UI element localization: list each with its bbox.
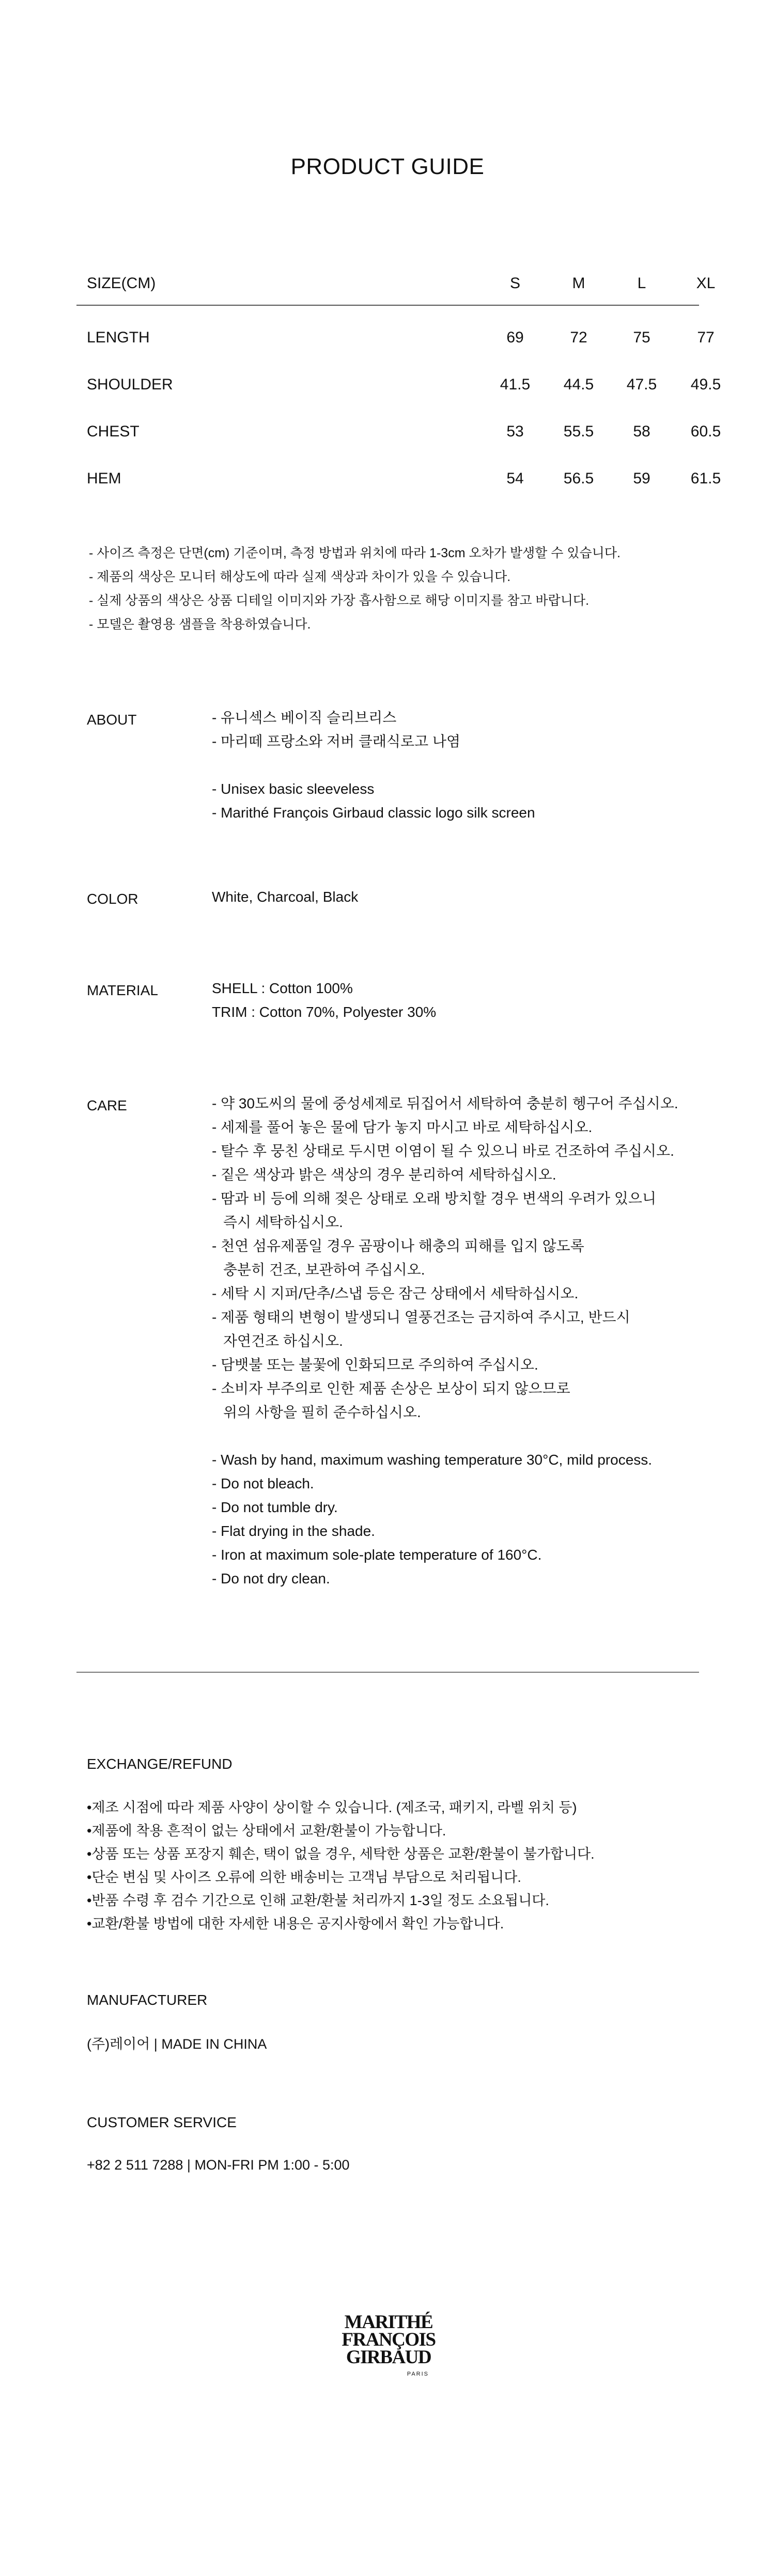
logo-line-1: MARITHÉ <box>344 2312 433 2333</box>
exchange-line: •단순 변심 및 사이즈 오류에 의한 배송비는 고객님 부담으로 처리됩니다. <box>87 1870 521 1885</box>
row-value: 44.5 <box>563 376 594 393</box>
logo-line-2: FRANÇOIS <box>342 2329 436 2350</box>
row-value: 75 <box>633 329 650 346</box>
logo-line-3: GIRBAUD <box>346 2347 431 2368</box>
care-line: 위의 사항을 필히 준수하십시오. <box>223 1404 421 1420</box>
customer-service-label: CUSTOMER SERVICE <box>87 2114 237 2130</box>
care-label: CARE <box>87 1097 127 1113</box>
care-line: - 제품 형태의 변형이 발생되니 열풍건조는 금지하여 주시고, 반드시 <box>212 1309 630 1325</box>
manufacturer-label: MANUFACTURER <box>87 1992 208 2008</box>
care-line: 충분히 건조, 보관하여 주십시오. <box>223 1262 425 1278</box>
row-value: 69 <box>506 329 524 346</box>
row-value: 59 <box>633 470 650 487</box>
row-value: 72 <box>570 329 587 346</box>
exchange-line: •상품 또는 상품 포장지 훼손, 택이 없을 경우, 세탁한 상품은 교환/환불이 불가합니다. <box>87 1846 595 1862</box>
row-value: 58 <box>633 423 650 440</box>
care-text <box>212 1092 678 1591</box>
logo-line-4: PARIS <box>407 2371 429 2377</box>
row-value: 56.5 <box>563 470 594 487</box>
note-line: - 제품의 색상은 모니터 해상도에 따라 실제 색상과 차이가 있을 수 있습니다. <box>89 570 511 584</box>
care-line: - 천연 섬유제품일 경우 곰팡이나 해충의 피해를 입지 않도록 <box>212 1238 584 1254</box>
table-row <box>87 470 721 491</box>
color-value: White, Charcoal, Black <box>212 889 359 905</box>
exchange-line: •제품에 착용 흔적이 없는 상태에서 교환/환불이 가능합니다. <box>87 1823 446 1839</box>
care-line: 자연건조 하십시오. <box>223 1333 343 1349</box>
size-header-xl: XL <box>696 275 716 292</box>
about-text <box>212 706 535 825</box>
about-line: - 마리떼 프랑소와 저버 클래식로고 나염 <box>212 733 460 749</box>
care-spacer <box>212 1424 678 1448</box>
row-value: 61.5 <box>690 470 721 487</box>
material-line: SHELL : Cotton 100% <box>212 980 353 996</box>
row-label: HEM <box>87 470 121 487</box>
table-row <box>87 329 715 350</box>
row-value: 54 <box>506 470 524 487</box>
row-value: 53 <box>506 423 524 440</box>
row-value: 41.5 <box>500 376 531 393</box>
care-line: - Wash by hand, maximum washing temperature 30°C, mild process. <box>212 1452 653 1468</box>
row-value: 49.5 <box>690 376 721 393</box>
care-line: - 약 30도씨의 물에 중성세제로 뒤집어서 세탁하여 충분히 헹구어 주십시오. <box>212 1095 678 1111</box>
material-text <box>212 977 436 1024</box>
size-header-l: L <box>637 275 646 292</box>
note-line: - 모델은 촬영용 샘플을 착용하였습니다. <box>89 617 311 632</box>
row-label: SHOULDER <box>87 376 173 393</box>
size-header-label: SIZE(CM) <box>87 275 156 292</box>
size-notes <box>89 541 621 636</box>
care-line: - 담뱃불 또는 불꽃에 인화되므로 주의하여 주십시오. <box>212 1357 538 1373</box>
care-line: - 짙은 색상과 밝은 색상의 경우 분리하여 세탁하십시오. <box>212 1167 556 1183</box>
care-line: - 땀과 비 등에 의해 젖은 상태로 오래 방치할 경우 변색의 우려가 있으니 <box>212 1190 657 1206</box>
care-line: - 세제를 풀어 놓은 물에 담가 놓지 마시고 바로 세탁하십시오. <box>212 1119 593 1135</box>
about-line: - 유니섹스 베이직 슬리브리스 <box>212 710 397 726</box>
care-line: 즉시 세탁하십시오. <box>223 1214 343 1230</box>
manufacturer-value: (주)레이어 | MADE IN CHINA <box>87 2036 267 2052</box>
size-table-header <box>87 275 716 295</box>
table-divider <box>76 305 699 306</box>
customer-service-value: +82 2 511 7288 | MON-FRI PM 1:00 - 5:00 <box>87 2157 350 2173</box>
row-value: 60.5 <box>690 423 721 440</box>
note-line: - 사이즈 측정은 단면(cm) 기준이며, 측정 방법과 위치에 따라 1-3cm 오차가 발생할 수 있습니다. <box>89 546 621 560</box>
care-line: - 탈수 후 뭉친 상태로 두시면 이염이 될 수 있으니 바로 건조하여 주십시오. <box>212 1143 674 1159</box>
about-line: - Marithé François Girbaud classic logo silk screen <box>212 805 535 821</box>
size-header-m: M <box>572 275 585 292</box>
about-label: ABOUT <box>87 712 137 728</box>
row-value: 77 <box>697 329 715 346</box>
exchange-label: EXCHANGE/REFUND <box>87 1756 233 1772</box>
note-line: - 실제 상품의 색상은 상품 디테일 이미지와 가장 흡사함으로 해당 이미지를 참고 바랍니다. <box>89 593 590 608</box>
page-title: PRODUCT GUIDE <box>290 154 485 179</box>
care-line: - Flat drying in the shade. <box>212 1523 375 1539</box>
care-line: - Do not tumble dry. <box>212 1499 338 1515</box>
material-line: TRIM : Cotton 70%, Polyester 30% <box>212 1004 437 1020</box>
section-divider <box>76 1672 699 1673</box>
exchange-line: •교환/환불 방법에 대한 자세한 내용은 공지사항에서 확인 가능합니다. <box>87 1916 504 1931</box>
about-line: - Unisex basic sleeveless <box>212 781 375 797</box>
about-spacer <box>212 753 535 777</box>
table-row <box>87 423 721 444</box>
exchange-line: •반품 수령 후 검수 기간으로 인해 교환/환불 처리까지 1-3일 정도 소요됩니다. <box>87 1893 549 1908</box>
row-label: CHEST <box>87 423 140 440</box>
row-label: LENGTH <box>87 329 150 346</box>
care-line: - Do not bleach. <box>212 1475 314 1491</box>
exchange-line: •제조 시점에 따라 제품 사양이 상이할 수 있습니다. (제조국, 패키지, 라벨 위치 등) <box>87 1800 577 1815</box>
color-label: COLOR <box>87 891 138 907</box>
exchange-text <box>87 1796 595 1936</box>
row-value: 47.5 <box>626 376 657 393</box>
size-header-s: S <box>509 275 520 292</box>
care-line: - 세탁 시 지퍼/단추/스냅 등은 잠근 상태에서 세탁하십시오. <box>212 1285 579 1301</box>
brand-logo <box>336 2310 442 2383</box>
row-value: 55.5 <box>563 423 594 440</box>
table-row <box>87 376 721 397</box>
care-line: - 소비자 부주의로 인한 제품 손상은 보상이 되지 않으므로 <box>212 1380 570 1396</box>
material-label: MATERIAL <box>87 982 158 998</box>
care-line: - Iron at maximum sole-plate temperature of 160°C. <box>212 1547 542 1563</box>
care-line: - Do not dry clean. <box>212 1570 330 1587</box>
